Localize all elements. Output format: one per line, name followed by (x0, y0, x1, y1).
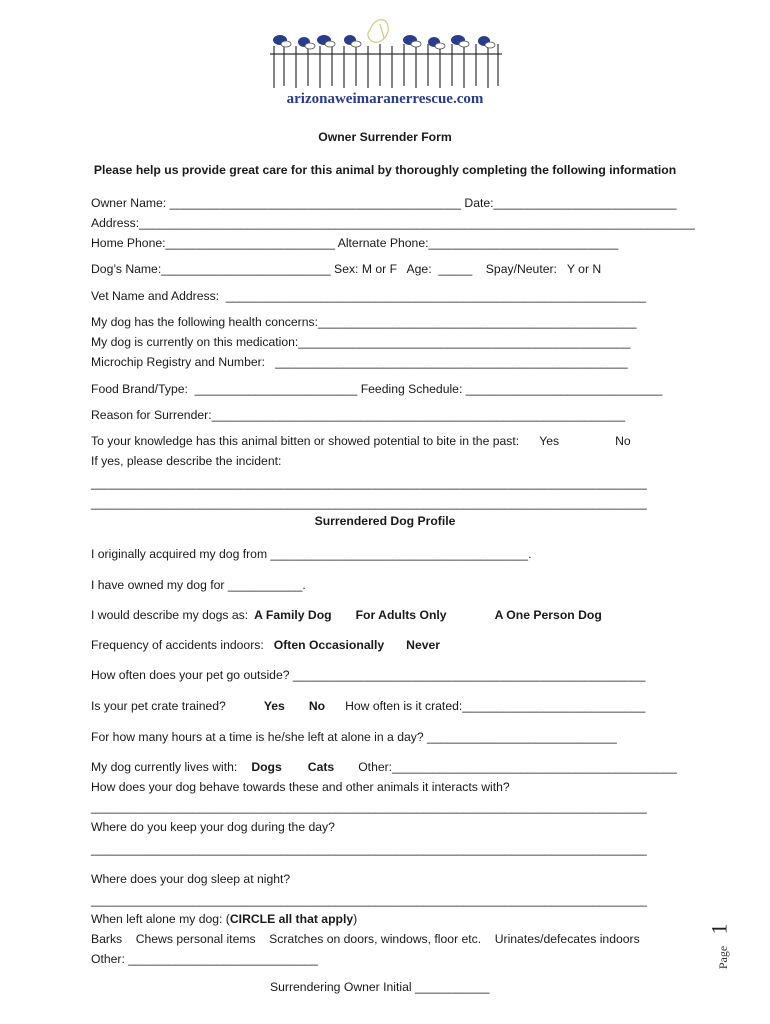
sleep-night-question: Where does your dog sleep at night? (91, 872, 291, 886)
lives-dogs-option[interactable]: Dogs (251, 760, 282, 774)
crate-line (91, 699, 645, 713)
lives-with-label: My dog currently lives with: (91, 760, 238, 774)
address-line[interactable]: Address:__________________________________________________________________________________ (91, 216, 695, 230)
bite-no-option[interactable]: No (615, 434, 631, 448)
option-adults-only[interactable]: For Adults Only (355, 608, 447, 622)
describe-line (91, 608, 602, 622)
lives-other-field[interactable]: Other:__________________________________________ (358, 760, 677, 774)
lives-cats-option[interactable]: Cats (307, 760, 335, 774)
crate-often-field[interactable]: How often is it crated:___________________________ (345, 699, 646, 713)
lives-with-line (91, 760, 677, 774)
alone-prefix: When left alone my dog: ( (91, 912, 230, 926)
outside-line[interactable]: How often does your pet go outside? ____________________________________________________ (91, 668, 646, 682)
accidents-label: Frequency of accidents indoors: (91, 638, 264, 652)
option-one-person-dog[interactable]: A One Person Dog (494, 608, 602, 622)
option-often-occasionally[interactable]: Often Occasionally (273, 638, 385, 652)
form-title: Owner Surrender Form (318, 130, 452, 144)
owned-line[interactable]: I have owned my dog for ___________. (91, 578, 306, 592)
phone-line[interactable]: Home Phone:_________________________ Alternate Phone:____________________________ (91, 236, 619, 250)
food-line[interactable]: Food Brand/Type: ________________________ Feeding Schedule: _____________________________ (91, 382, 663, 396)
bite-question (91, 434, 631, 448)
crate-no-option[interactable]: No (308, 699, 326, 713)
alone-question (91, 912, 357, 926)
owner-name-line[interactable]: Owner Name: ___________________________________________ Date:___________________________ (91, 196, 677, 210)
sleep-night-blank-line[interactable]: __________________________________________________________________________________ (91, 893, 647, 907)
health-line[interactable]: My dog has the following health concerns:_______________________________________________ (91, 315, 637, 329)
behave-question: How does your dog behave towards these and other animals it interacts with? (91, 780, 510, 794)
medication-line[interactable]: My dog is currently on this medication:_________________________________________________ (91, 335, 631, 349)
keep-day-blank-line[interactable]: __________________________________________________________________________________ (91, 842, 647, 856)
site-url: arizonaweimaranerrescue.com (286, 91, 484, 107)
other-line[interactable]: Other: ____________________________ (91, 952, 319, 966)
option-never[interactable]: Never (406, 638, 441, 652)
form-intro: Please help us provide great care for this animal by thoroughly completing the following information (93, 163, 677, 177)
alone-suffix: ) (353, 912, 358, 926)
reason-line[interactable]: Reason for Surrender:_____________________________________________________________ (91, 408, 626, 422)
bite-yes-option[interactable]: Yes (539, 434, 560, 448)
profile-heading: Surrendered Dog Profile (314, 514, 456, 528)
crate-yes-option[interactable]: Yes (263, 699, 285, 713)
vet-line[interactable]: Vet Name and Address: ______________________________________________________________ (91, 289, 647, 303)
behave-blank-line[interactable]: __________________________________________________________________________________ (91, 800, 647, 814)
accidents-line (91, 638, 440, 652)
microchip-line[interactable]: Microchip Registry and Number: ____________________________________________________ (91, 355, 628, 369)
crate-label: Is your pet crate trained? (91, 699, 226, 713)
bite-blank-line-2[interactable]: __________________________________________________________________________________ (91, 496, 647, 510)
alone-options[interactable]: Barks Chews personal items Scratches on doors, windows, floor etc. Urinates/defecates indoors (91, 932, 640, 946)
page-label (706, 923, 756, 976)
bite-describe-label: If yes, please describe the incident: (91, 454, 282, 468)
acquired-line[interactable]: I originally acquired my dog from ______________________________________. (91, 547, 532, 561)
describe-label: I would describe my dogs as: (91, 608, 249, 622)
page-number: 1 (706, 923, 732, 935)
dog-name-line[interactable]: Dog’s Name:_________________________ Sex: M or F Age: _____ Spay/Neuter: Y or N (91, 262, 602, 276)
keep-day-question: Where do you keep your dog during the day? (91, 820, 335, 834)
page-word: Page (716, 945, 731, 970)
alone-instruction: CIRCLE all that apply (229, 912, 354, 926)
hours-alone-line[interactable]: For how many hours at a time is he/she left at alone in a day? ____________________________ (91, 730, 617, 744)
bite-question-text: To your knowledge has this animal bitten or showed potential to bite in the past: (91, 434, 520, 448)
owner-initial-line[interactable]: Surrendering Owner Initial ___________ (270, 980, 490, 994)
option-family-dog[interactable]: A Family Dog (254, 608, 332, 622)
bite-blank-line-1[interactable]: __________________________________________________________________________________ (91, 476, 647, 490)
